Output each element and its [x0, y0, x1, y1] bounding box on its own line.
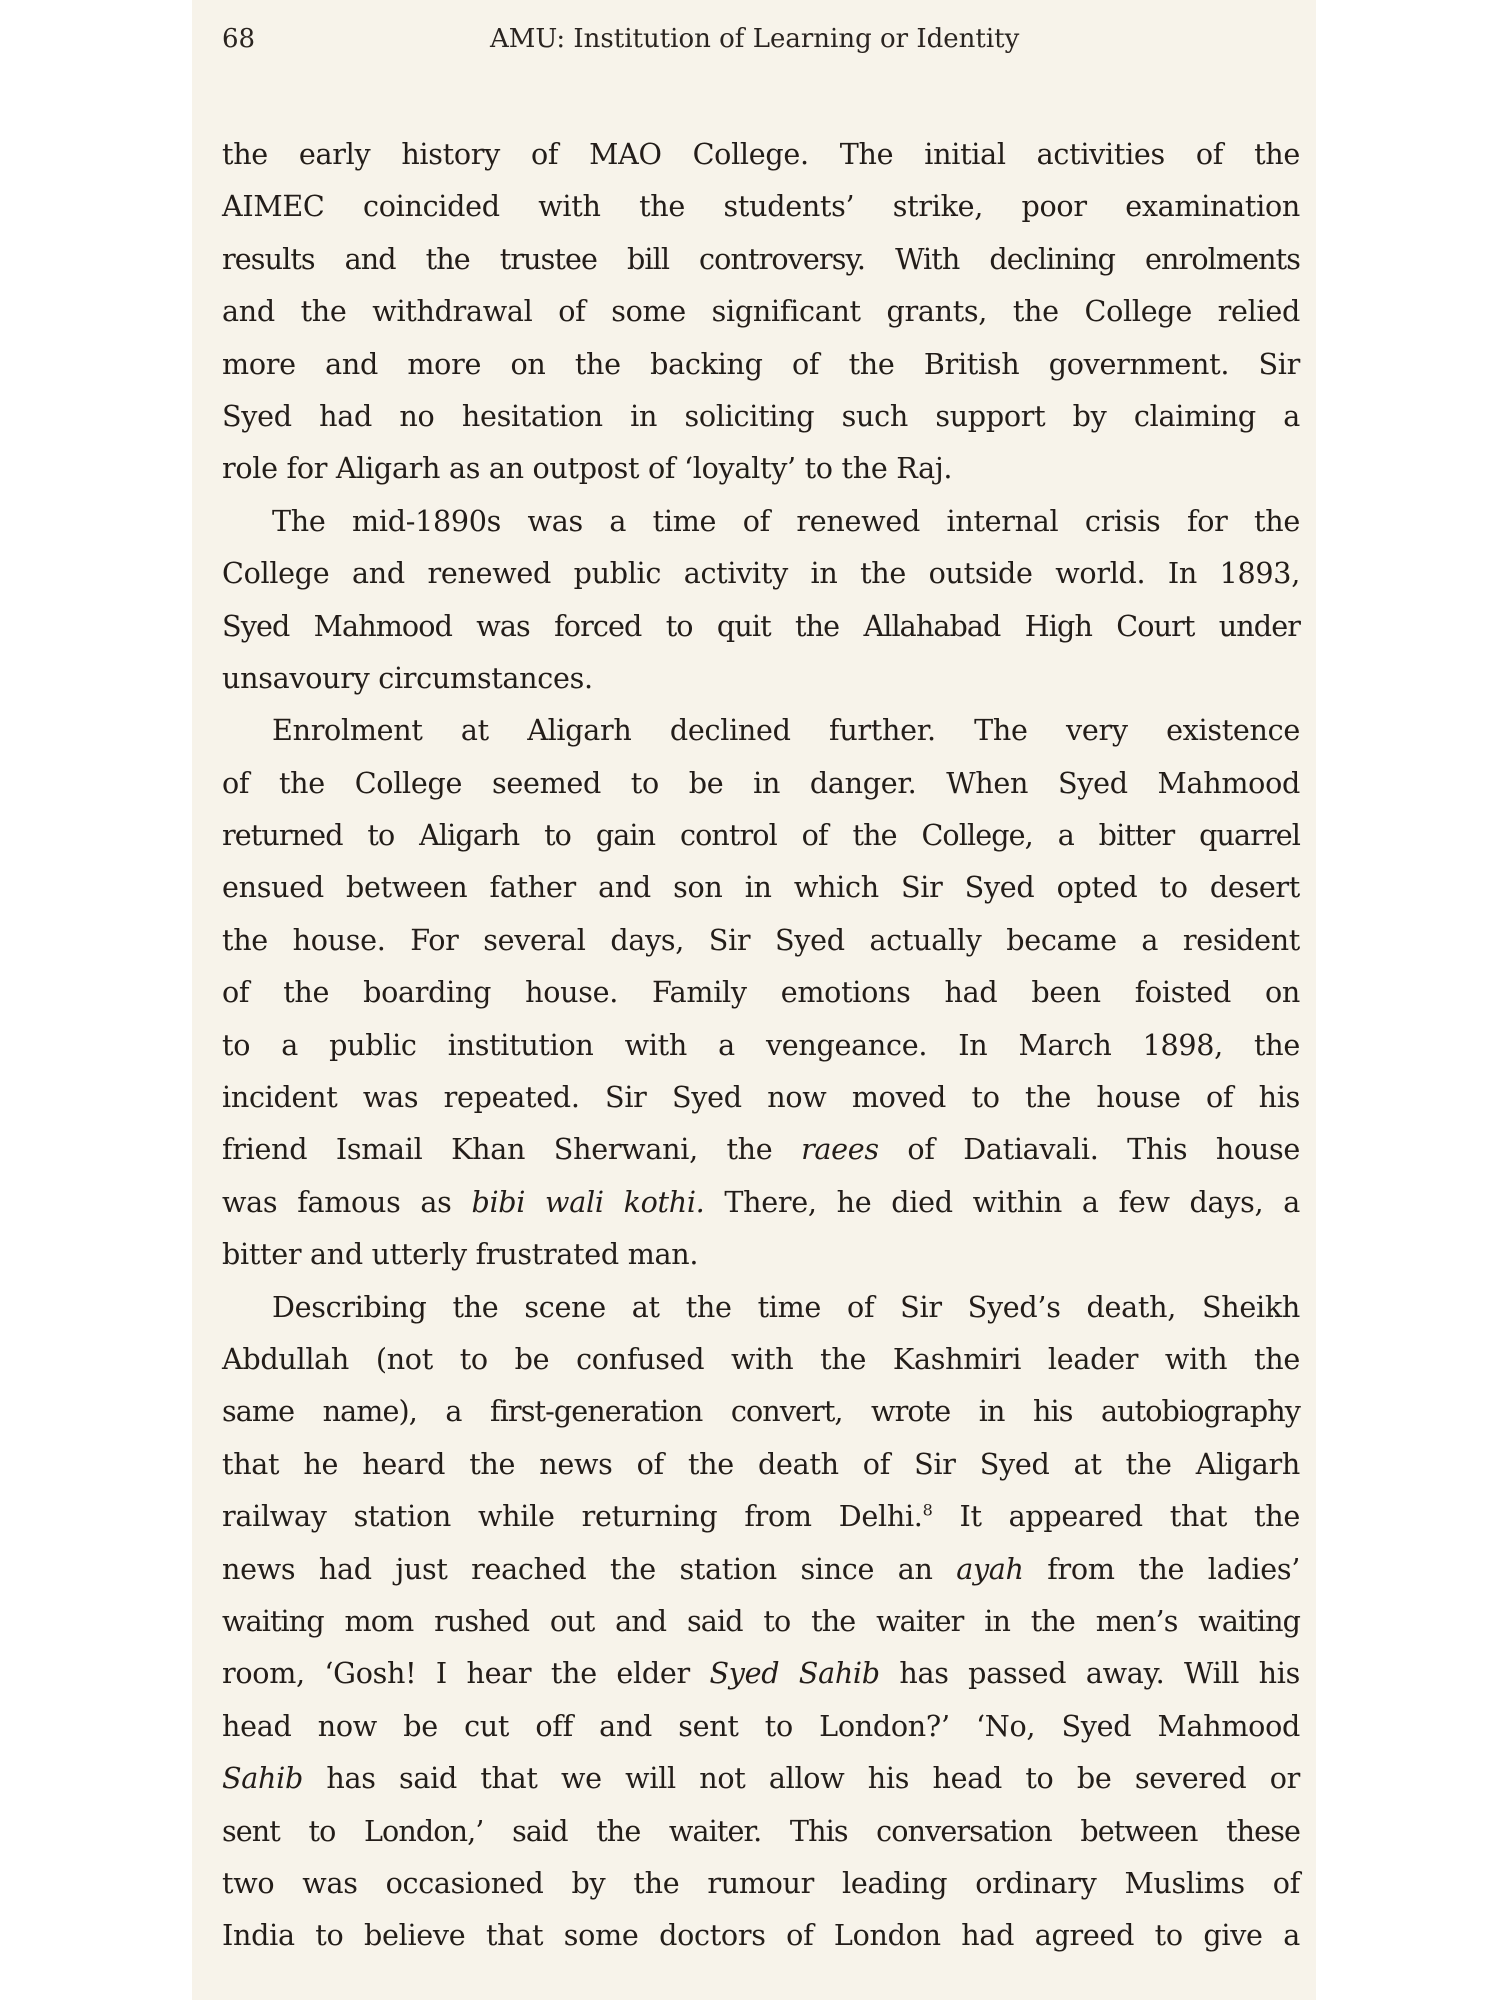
text-segment: from the ladies’: [1023, 1551, 1300, 1586]
italic-term: Sahib: [222, 1761, 304, 1796]
text-line: of the College seemed to be in danger. When Syed Mahmood: [222, 765, 1300, 800]
text-line: unsavoury circumstances.: [222, 660, 593, 695]
text-line: Describing the scene at the time of Sir Syed’s death, Sheikh: [272, 1289, 1300, 1324]
italic-term: bibi wali kothi.: [471, 1184, 705, 1219]
text-line: The mid-1890s was a time of renewed internal crisis for the: [272, 503, 1300, 538]
page-number: 68: [222, 24, 256, 54]
text-line: India to believe that some doctors of London had agreed to give a: [222, 1918, 1300, 1953]
text-line: to a public institution with a vengeance. In March 1898, the: [222, 1027, 1300, 1062]
text-segment: news had just reached the station since an: [222, 1551, 957, 1586]
text-segment: was famous as: [222, 1184, 472, 1219]
text-line: ensued between father and son in which Sir Syed opted to desert: [222, 870, 1300, 905]
text-line: that he heard the news of the death of Sir Syed at the Aligarh: [222, 1446, 1300, 1481]
text-segment: has said that we will not allow his head to be severed or: [303, 1761, 1300, 1796]
text-line: the early history of MAO College. The initial activities of the: [222, 137, 1300, 171]
text-line: bitter and utterly frustrated man.: [222, 1237, 699, 1272]
text-line: Abdullah (not to be confused with the Kashmiri leader with the: [222, 1341, 1300, 1376]
text-line: more and more on the backing of the British government. Sir: [222, 346, 1300, 381]
text-segment: room, ‘Gosh! I hear the elder: [222, 1656, 710, 1691]
text-line: of the boarding house. Family emotions had been foisted on: [222, 975, 1300, 1010]
text-line: the house. For several days, Sir Syed actually became a resident: [222, 922, 1300, 957]
text-line: returned to Aligarh to gain control of the College, a bitter quarrel: [222, 818, 1300, 853]
text-line-with-italic: [222, 1543, 1300, 1595]
text-segment: railway station while returning from Delhi.: [222, 1499, 923, 1534]
text-line: and the withdrawal of some significant grants, the College relied: [222, 294, 1300, 329]
text-line: waiting mom rushed out and said to the waiter in the men’s waiting: [222, 1603, 1300, 1638]
text-line-with-italic: [222, 1647, 1300, 1699]
text-line-with-italic: [222, 1752, 1300, 1804]
text-line: two was occasioned by the rumour leading ordinary Muslims of: [222, 1865, 1300, 1900]
text-line: same name), a first-generation convert, wrote in his autobiography: [222, 1394, 1300, 1429]
page-header: [222, 24, 1302, 64]
text-line: head now be cut off and sent to London?’ ‘No, Syed Mahmood: [222, 1708, 1300, 1743]
text-segment: has passed away. Will his: [879, 1656, 1301, 1691]
text-line: incident was repeated. Sir Syed now moved to the house of his: [222, 1080, 1300, 1115]
footnote-marker: 8: [922, 1500, 933, 1520]
text-line: results and the trustee bill controversy. With declining enrolments: [222, 241, 1300, 276]
text-line: College and renewed public activity in the outside world. In 1893,: [222, 556, 1300, 591]
body-text: [222, 128, 1300, 1962]
italic-term: ayah: [956, 1551, 1024, 1586]
text-line-with-italic: [222, 1123, 1300, 1175]
text-line-with-italic: [222, 1176, 1300, 1228]
text-line: Syed Mahmood was forced to quit the Allahabad High Court under: [222, 608, 1300, 643]
text-line: sent to London,’ said the waiter. This conversation between these: [222, 1813, 1300, 1848]
text-segment: It appeared that the: [932, 1499, 1300, 1534]
italic-term: raees: [801, 1132, 879, 1167]
text-line: role for Aligarh as an outpost of ‘loyalty’ to the Raj.: [222, 451, 953, 486]
text-line: Syed had no hesitation in soliciting such support by claiming a: [222, 398, 1300, 433]
text-segment: There, he died within a few days, a: [704, 1184, 1300, 1219]
text-line: AIMEC coincided with the students’ strike, poor examination: [222, 189, 1300, 224]
text-line-with-footnote: [222, 1490, 1300, 1542]
text-segment: friend Ismail Khan Sherwani, the: [222, 1132, 802, 1167]
text-segment: of Datiavali. This house: [878, 1132, 1301, 1167]
italic-term: Syed Sahib: [709, 1656, 880, 1691]
running-title: AMU: Institution of Learning or Identity: [490, 24, 1020, 54]
text-line: Enrolment at Aligarh declined further. The very existence: [272, 713, 1300, 748]
